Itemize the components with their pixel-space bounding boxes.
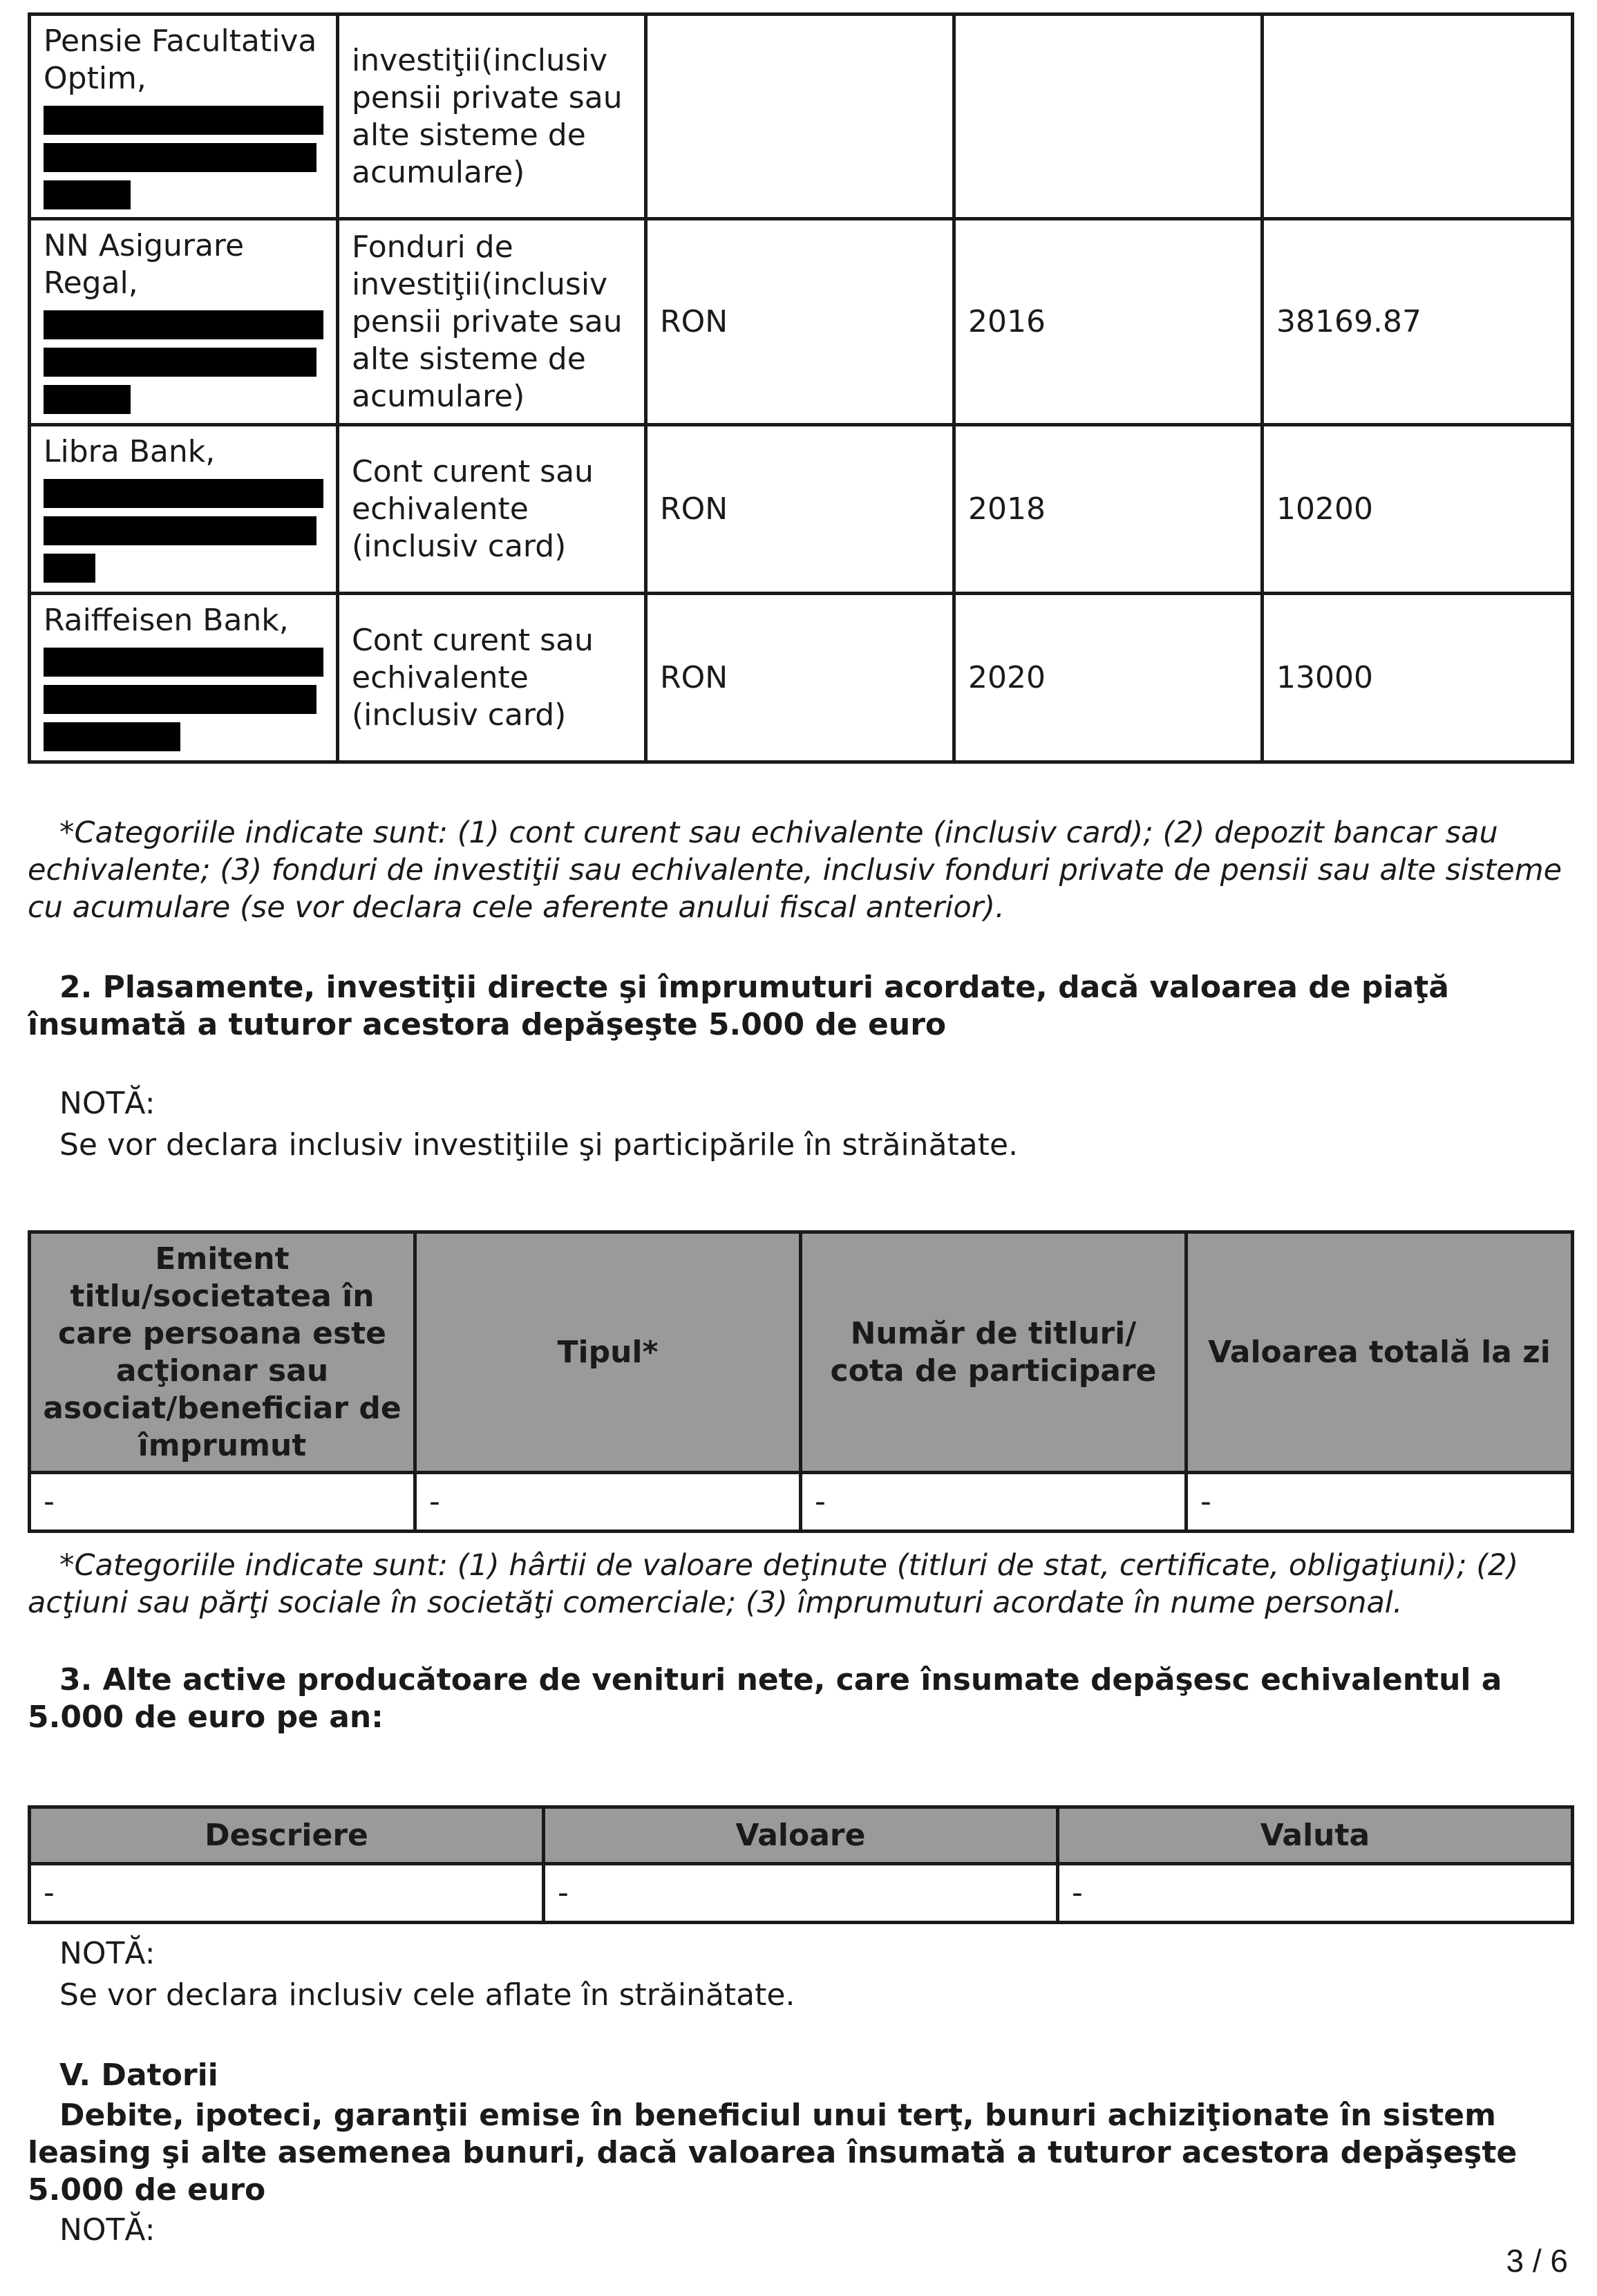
column-header: Număr de titluri/ cota de participare [801, 1232, 1187, 1473]
institution-name: NN Asigurare Regal, [44, 228, 245, 301]
amount-cell [1263, 15, 1573, 219]
currency-cell: RON [646, 425, 954, 594]
column-header: Tipul* [415, 1232, 801, 1473]
footnote-categories [28, 814, 1569, 926]
column-header: Valoarea totală la zi [1187, 1232, 1573, 1473]
table-cell: - [1187, 1473, 1573, 1532]
redacted-block [44, 348, 316, 377]
amount-cell: 13000 [1263, 594, 1573, 762]
table-header-row [30, 1807, 1573, 1864]
section-heading: Debite, ipoteci, garanţii emise în beneficiul unui terţ, bunuri achiziţionate în sistem leasing şi alte asemenea bunuri, dacă valoarea însumată a tuturor acestora depăşeşte 5.000 de euro [28, 2098, 1518, 2208]
year-cell [954, 15, 1263, 219]
footnote-investments [28, 1547, 1569, 1621]
redacted-block [44, 722, 180, 751]
institution-cell [30, 594, 338, 762]
table-row [30, 425, 1573, 594]
section-heading: 3. Alte active producătoare de venituri nete, care însumate depăşesc echivalentul a 5.000 de euro pe an: [28, 1662, 1502, 1735]
column-header: Valuta [1058, 1807, 1573, 1864]
note-text: Se vor declara inclusiv investiţiile şi participările în străinătate. [59, 1127, 1019, 1163]
footnote-text: *Categoriile indicate sunt: (1) hârtii de valoare deţinute (titluri de stat, certificate, obligaţiuni); (2) acţiuni sau părţi sociale în societăţi comerciale; (3) împrumuturi acordate în nume personal. [28, 1548, 1519, 1620]
table-cell: - [30, 1864, 544, 1923]
table-header-row [30, 1232, 1573, 1473]
category-cell: Fonduri de investiţii(inclusiv pensii private sau alte sisteme de acumulare) [338, 219, 646, 425]
table-row [30, 1864, 1573, 1923]
category-cell: investiţii(inclusiv pensii private sau alte sisteme de acumulare) [338, 15, 646, 219]
institution-name: Raiffeisen Bank, [44, 603, 289, 638]
redacted-block [44, 516, 316, 545]
redacted-block [44, 479, 323, 508]
column-header: Valoare [544, 1807, 1058, 1864]
year-cell: 2020 [954, 594, 1263, 762]
other-assets-table [28, 1805, 1574, 1924]
redacted-block [44, 554, 95, 583]
redacted-block [44, 310, 323, 339]
currency-cell [646, 15, 954, 219]
table-cell: - [801, 1473, 1187, 1532]
note-text: Se vor declara inclusiv cele aflate în străinătate. [59, 1977, 795, 2013]
amount-cell: 38169.87 [1263, 219, 1573, 425]
investments-table [28, 1230, 1574, 1533]
institution-name: Libra Bank, [44, 434, 216, 469]
column-header: Descriere [30, 1807, 544, 1864]
table-row [30, 15, 1573, 219]
redacted-block [44, 648, 323, 677]
year-cell: 2018 [954, 425, 1263, 594]
table-cell: - [415, 1473, 801, 1532]
note-label: NOTĂ: [59, 1936, 155, 1971]
note-label: NOTĂ: [59, 2212, 155, 2248]
note-label: NOTĂ: [59, 1086, 155, 1121]
category-cell: Cont curent sau echivalente (inclusiv card) [338, 425, 646, 594]
institution-cell [30, 15, 338, 219]
amount-cell: 10200 [1263, 425, 1573, 594]
currency-cell: RON [646, 594, 954, 762]
redacted-block [44, 180, 131, 209]
table-row [30, 219, 1573, 425]
redacted-block [44, 143, 316, 172]
institution-name: Pensie Facultativa Optim, [44, 23, 317, 96]
redacted-block [44, 106, 323, 135]
year-cell: 2016 [954, 219, 1263, 425]
column-header: Emitent titlu/societatea în care persoana este acţionar sau asociat/beneficiar de împrumut [30, 1232, 415, 1473]
footnote-text: *Categoriile indicate sunt: (1) cont curent sau echivalente (inclusiv card); (2) depozit bancar sau echivalente; (3) fonduri de investiţii sau echivalente, inclusiv fonduri private de pensii sau alte sisteme cu acumulare (se vor declara cele aferente anului fiscal anterior). [28, 816, 1562, 925]
section-title: V. Datorii [59, 2058, 218, 2093]
accounts-table [28, 12, 1574, 764]
table-cell: - [30, 1473, 415, 1532]
table-cell: - [1058, 1864, 1573, 1923]
redacted-block [44, 385, 131, 414]
category-cell: Cont curent sau echivalente (inclusiv card) [338, 594, 646, 762]
institution-cell [30, 425, 338, 594]
table-cell: - [544, 1864, 1058, 1923]
table-row [30, 1473, 1573, 1532]
currency-cell: RON [646, 219, 954, 425]
redacted-block [44, 685, 316, 714]
institution-cell [30, 219, 338, 425]
table-row [30, 594, 1573, 762]
section-heading: 2. Plasamente, investiţii directe şi împrumuturi acordate, dacă valoarea de piaţă însumată a tuturor acestora depăşeşte 5.000 de euro [28, 970, 1449, 1042]
page-number: 3 / 6 [1506, 2243, 1568, 2279]
